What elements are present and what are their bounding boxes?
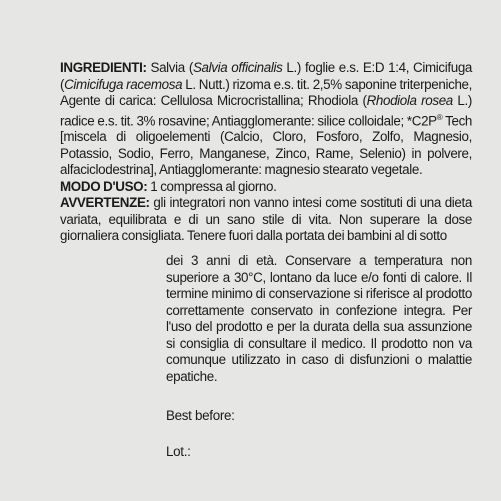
warnings-continued: dei 3 anni di età. Conservare a temperatura non superiore a 30°C, lontano da luce e/o fonti di calore. Il termine minimo di conservazione si riferisce al prodotto correttamente conservato in confezione integra. Per l'uso del prodotto e per la durata della sua assunzione si consiglia di consultare il medico. Il prodotto non va comunque utilizzato in caso di disfunzioni o malattie epatiche. — [166, 253, 472, 384]
usage-text: 1 compressa al giorno. — [147, 178, 277, 194]
warnings-text: gli integratori non vanno intesi come sostituti di una dieta variata, equilibrata e di un sano stile di vita. Non superare la dose giornaliera consigliata. Tenere fuori dalla portata dei bambini al di sotto — [60, 195, 472, 244]
best-before-label: Best before: — [166, 408, 235, 423]
usage-heading: MODO D'USO: — [60, 178, 148, 194]
ingredients-heading: INGREDIENTI: — [60, 60, 147, 75]
salvia-latin-name: Salvia officinalis — [192, 60, 283, 75]
warnings-paragraph — [60, 195, 472, 245]
registered-mark: ® — [436, 112, 443, 122]
ingredient-label — [60, 60, 472, 245]
cimicifuga-latin-name: Cimicifuga racemosa — [64, 76, 183, 92]
lot-label: Lot.: — [166, 444, 191, 459]
ingredients-text-3: L. Nutt.) rizoma e.s. tit. 2,5% saponine triterpeniche, Agente di carica: Cellulosa Microcristallina; Rhodiola ( — [60, 76, 473, 108]
ingredients-paragraph — [60, 60, 472, 179]
ingredients-text-5: Tech [miscela di oligoelementi (Calcio, Cloro, Fosforo, Zolfo, Magnesio, Potassio, Sodio, Ferro, Manganese, Zinco, Rame, Selenio) in polvere, alfaciclodestrina], Antiagglomerante: magnesio stearato vegetale. — [60, 112, 473, 178]
ingredients-text-1: Salvia ( — [146, 60, 193, 75]
ingredients-text-2: L.) foglie e.s. E:D 1:4, Cimicifuga ( — [60, 60, 473, 92]
usage-paragraph — [60, 179, 472, 196]
warnings-heading: AVVERTENZE: — [60, 195, 150, 211]
rhodiola-latin-name: Rhodiola rosea — [366, 93, 453, 108]
ingredients-text-4: L.) radice e.s. tit. 3% rosavine; Antiagglomerante: silice colloidale; *C2P — [60, 93, 472, 128]
